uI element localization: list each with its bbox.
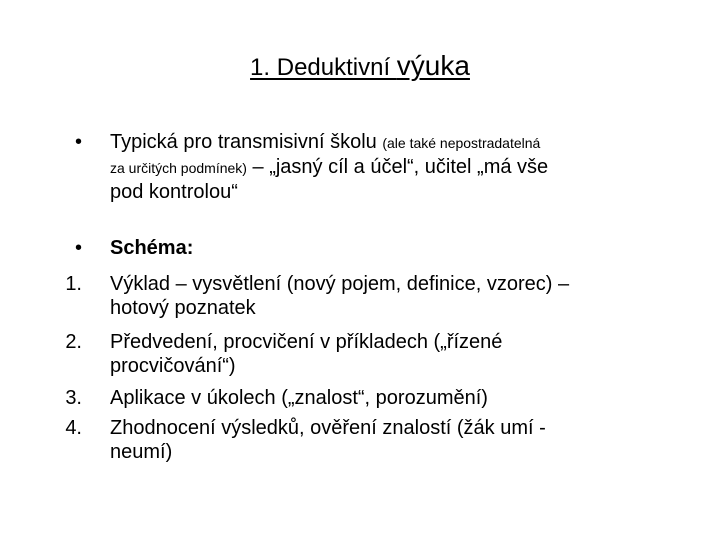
slide-title — [0, 50, 720, 82]
slide-title-part1: 1. Deduktivní — [250, 54, 397, 81]
intro-text-a: Typická pro transmisivní školu — [110, 131, 383, 153]
list-number: 2. — [65, 331, 82, 353]
list-item-line2: hotový poznatek — [110, 297, 256, 319]
list-item-line2: procvičování“) — [110, 355, 236, 377]
list-item-text — [110, 272, 670, 320]
list-item-text — [110, 386, 670, 410]
bullet-marker: • — [74, 131, 82, 153]
intro-small-b: za určitých podmínek) — [110, 160, 247, 176]
list-item-line1: Výklad – vysvětlení (nový pojem, definice, vzorec) – — [110, 273, 570, 295]
list-number: 3. — [65, 387, 82, 409]
list-item-line2: neumí) — [110, 441, 173, 463]
intro-small-a: (ale také nepostradatelná — [382, 135, 541, 151]
list-item-line1: Aplikace v úkolech („znalost“, porozumění) — [110, 387, 488, 409]
list-item-line1: Zhodnocení výsledků, ověření znalostí (žák umí - — [110, 417, 546, 439]
list-item-text — [110, 330, 670, 378]
list-item-text — [110, 416, 670, 464]
list-item-line1: Předvedení, procvičení v příkladech („řízené — [110, 331, 503, 353]
intro-text-c: pod kontrolou“ — [110, 181, 238, 203]
slide-title-part2: výuka — [396, 50, 470, 81]
intro-text-b: – „jasný cíl a účel“, učitel „má vše — [246, 156, 549, 178]
list-number: 4. — [65, 417, 82, 439]
list-number: 1. — [65, 273, 82, 295]
schema-label: Schéma: — [110, 237, 194, 259]
bullet-marker: • — [74, 237, 82, 259]
intro-text — [110, 130, 670, 204]
